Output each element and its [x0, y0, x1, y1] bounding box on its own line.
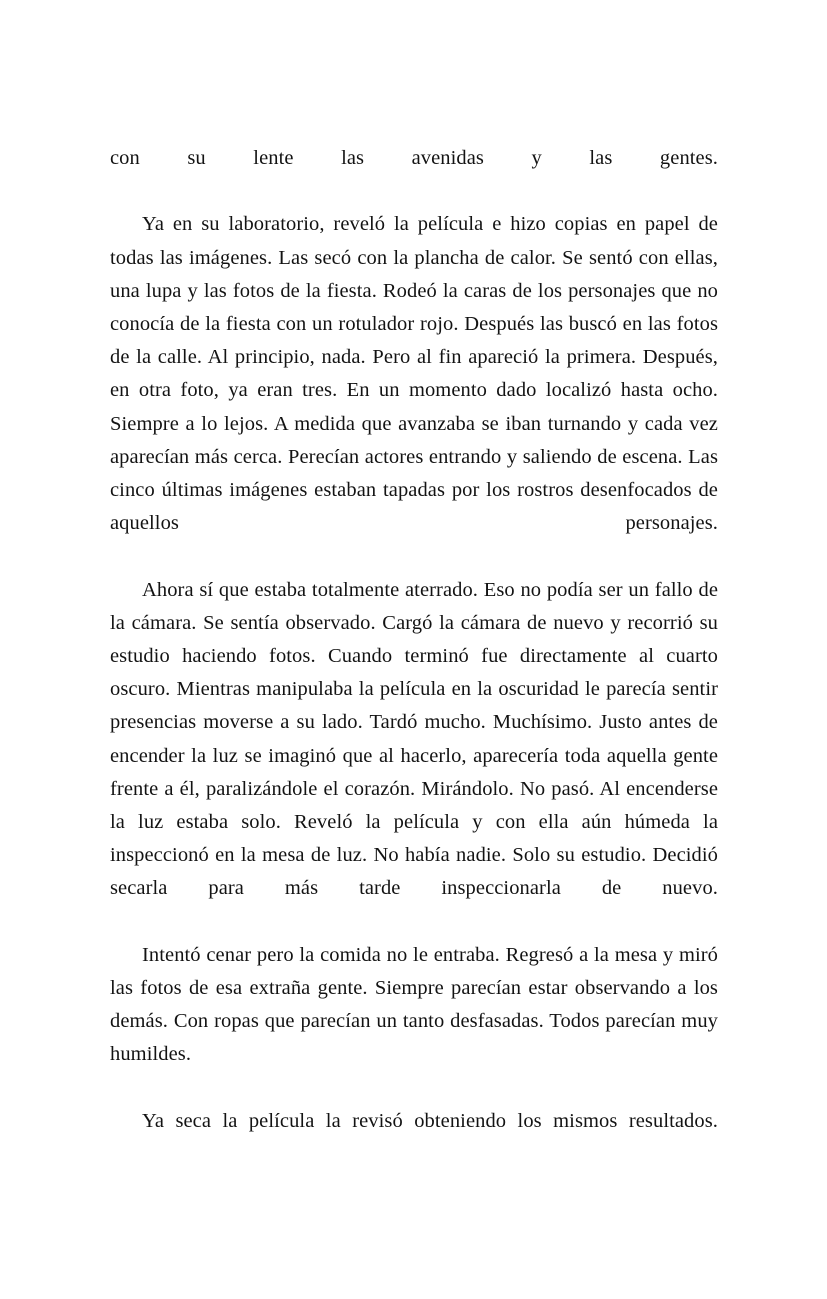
- paragraph: Ya en su laboratorio, reveló la película e hizo copias en papel de todas las imágenes. Las secó con la plancha de calor. Se sentó con ellas, una lupa y las fotos de la fiesta. Rodeó la caras de los personajes que no conocía de la fiesta con un rotulador rojo. Después las buscó en las fotos de la calle. Al principio, nada. Pero al fin apareció la primera. Después, en otra foto, ya eran tres. En un momento dado localizó hasta ocho. Siempre a lo lejos. A medida que avanzaba se iban turnando y cada vez aparecían más cerca. Perecían actores entrando y saliendo de escena. Las cinco últimas imágenes estaban tapadas por los rostros desenfocados de aquellos personajes.: [110, 213, 718, 535]
- page-text-block: [110, 142, 718, 1171]
- paragraph: Ya seca la película la revisó obteniendo los mismos resultados.: [142, 1109, 718, 1132]
- paragraph-continuation: con su lente las avenidas y las gentes.: [110, 147, 718, 169]
- paragraph: Intentó cenar pero la comida no le entraba. Regresó a la mesa y miró las fotos de esa extraña gente. Siempre parecían estar observando a los demás. Con ropas que parecían un tanto desfasadas. Todos parecían muy humildes.: [110, 943, 718, 1066]
- paragraph: Ahora sí que estaba totalmente aterrado. Eso no podía ser un fallo de la cámara. Se sentía observado. Cargó la cámara de nuevo y recorrió su estudio haciendo fotos. Cuando terminó fue directamente al cuarto oscuro. Mientras manipulaba la película en la oscuridad le parecía sentir presencias moverse a su lado. Tardó mucho. Muchísimo. Justo antes de encender la luz se imaginó que al hacerlo, aparecería toda aquella gente frente a él, paralizándole el corazón. Mirándolo. No pasó. Al encenderse la luz estaba solo. Reveló la película y con ella aún húmeda la inspeccionó en la mesa de luz. No había nadie. Solo su estudio. Decidió secarla para más tarde inspeccionarla de nuevo.: [110, 578, 718, 900]
